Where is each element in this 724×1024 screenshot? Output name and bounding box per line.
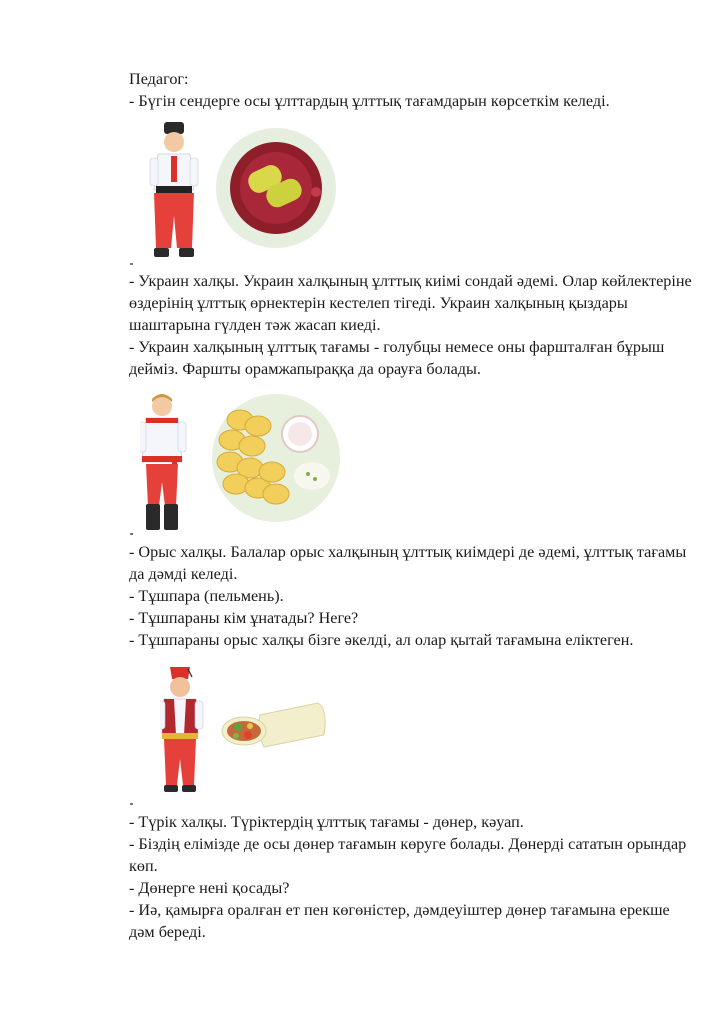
paragraph: - Дөнерге нені қосады? [129, 879, 290, 897]
russian-man-icon [140, 394, 186, 530]
turkish-illustration [160, 665, 340, 800]
paragraph: - Тұшпара (пельмень). [129, 587, 284, 605]
intro-line: - Бүгін сендерге осы ұлттардың ұлттық тағамдарын көрсеткім келеді. [129, 92, 610, 110]
ukrainian-man-icon [150, 122, 198, 257]
turkish-text [129, 811, 699, 943]
russian-illustration [140, 390, 350, 535]
turkish-man-icon [160, 667, 203, 792]
paragraph: - Біздің елімізде де осы дөнер тағамын көруге болады. Дөнерді сататын орындар көп. [129, 835, 687, 875]
russian-text [129, 541, 699, 651]
paragraph: - Иә, қамырға оралған ет пен көгөністер, дәмдеуіштер дөнер тағамына ерекше дәм береді. [129, 901, 670, 941]
paragraph: - Украин халқы. Украин халқының ұлттық киімі сондай әдемі. Олар көйлектеріне өздерінің ұлттық өрнектерін кестелеп тігеді. Украин халқының қыздары шаштарына гүлден тәж жасап киеді. [129, 272, 692, 334]
intro-text [129, 68, 699, 112]
ukrainian-text [129, 270, 699, 380]
pelmeni-dish-icon [212, 394, 340, 522]
doner-wrap-icon [222, 703, 325, 747]
paragraph: - Тұшпараны орыс халқы бізге әкелді, ал олар қытай тағамына еліктеген. [129, 631, 634, 649]
paragraph: - Тұшпараны кім ұнатады? Неге? [129, 609, 359, 627]
ukrainian-illustration [140, 120, 340, 265]
speaker-label: Педагог: [129, 70, 189, 88]
paragraph: - Түрік халқы. Түріктердің ұлттық тағамы - дөнер, кәуап. [129, 813, 524, 831]
paragraph: - Украин халқының ұлттық тағамы - голубцы немесе оны фаршталған бұрыш дейміз. Фаршты орамжапыраққа да орауға болады. [129, 338, 665, 378]
paragraph: - Орыс халқы. Балалар орыс халқының ұлттық киімдері де әдемі, ұлттық тағамы да дәмді келеді. [129, 543, 687, 583]
holubtsi-dish-icon [216, 128, 336, 248]
